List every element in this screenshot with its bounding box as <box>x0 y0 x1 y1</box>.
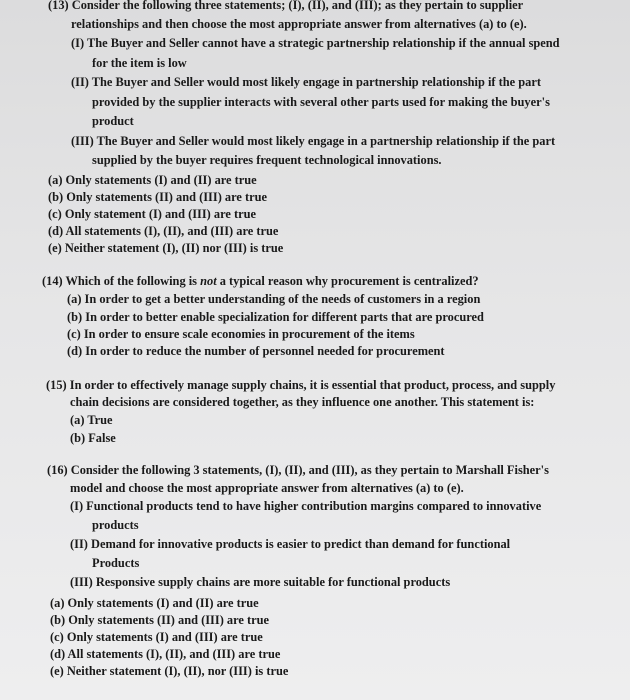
q13-option-a: (a) Only statements (I) and (II) are true <box>48 173 257 187</box>
q16-option-c: (c) Only statements (I) and (III) are true <box>50 630 263 644</box>
q13-stem-line-1: (13) Consider the following three statements; (I), (II), and (III); as they pertain to supplier <box>48 0 524 12</box>
q16-stem-line-1: (16) Consider the following 3 statements, (I), (II), and (III), as they pertain to Marshall Fisher's <box>47 463 549 477</box>
q16-option-e: (e) Neither statement (I), (II), nor (III) is true <box>50 664 289 678</box>
q16-statement-2-line-1: (II) Demand for innovative products is easier to predict than demand for functional <box>70 537 511 551</box>
q14-stem-prefix: (14) Which of the following is <box>42 274 201 288</box>
q14-option-b: (b) In order to better enable specialization for different parts that are procured <box>67 310 484 324</box>
q13-statement-3-line-1: (III) The Buyer and Seller would most likely engage in a partnership relationship if the part <box>71 134 556 148</box>
q16-option-b: (b) Only statements (II) and (III) are true <box>50 613 270 627</box>
q13-stem-line-2: relationships and then choose the most appropriate answer from alternatives (a) to (e). <box>71 17 527 31</box>
q13-statement-1-line-1: (I) The Buyer and Seller cannot have a strategic partnership relationship if the annual spend <box>71 36 560 50</box>
q14-stem-suffix: a typical reason why procurement is centralized? <box>216 274 479 288</box>
q14-stem <box>42 273 479 289</box>
q13-option-e: (e) Neither statement (I), (II) nor (III) is true <box>48 241 284 255</box>
q14-stem-emphasis: not <box>200 274 217 288</box>
q14-option-c: (c) In order to ensure scale economies in procurement of the items <box>67 327 415 341</box>
q13-option-b: (b) Only statements (II) and (III) are true <box>48 190 268 204</box>
q13-statement-2-line-3: product <box>92 114 134 128</box>
q15-stem-line-2: chain decisions are considered together, as they influence one another. This statement is: <box>70 395 535 409</box>
q13-statement-1-line-2: for the item is low <box>92 56 187 70</box>
q14-option-a: (a) In order to get a better understanding of the needs of customers in a region <box>67 292 481 306</box>
q16-option-d: (d) All statements (I), (II), and (III) are true <box>50 647 281 661</box>
q14-option-d: (d) In order to reduce the number of personnel needed for procurement <box>67 344 445 358</box>
q16-statement-1-line-1: (I) Functional products tend to have higher contribution margins compared to innovative <box>70 499 542 513</box>
q13-statement-2-line-2: provided by the supplier interacts with several other parts used for making the buyer's <box>92 95 550 109</box>
q13-option-d: (d) All statements (I), (II), and (III) are true <box>48 224 279 238</box>
q13-statement-2-line-1: (II) The Buyer and Seller would most likely engage in partnership relationship if the part <box>71 75 541 89</box>
q13-statement-3-line-2: supplied by the buyer requires frequent technological innovations. <box>92 153 442 167</box>
q16-statement-2-line-2: Products <box>92 556 140 570</box>
q16-stem-line-2: model and choose the most appropriate answer from alternatives (a) to (e). <box>70 481 464 495</box>
q15-option-b: (b) False <box>70 431 116 445</box>
q16-statement-1-line-2: products <box>92 518 139 532</box>
q15-option-a: (a) True <box>70 413 113 427</box>
q15-stem-line-1: (15) In order to effectively manage supply chains, it is essential that product, process, and supply <box>46 378 556 392</box>
q16-statement-3-line-1: (III) Responsive supply chains are more suitable for functional products <box>70 575 451 589</box>
q13-option-c: (c) Only statement (I) and (III) are true <box>48 207 256 221</box>
q16-option-a: (a) Only statements (I) and (II) are true <box>50 596 259 610</box>
